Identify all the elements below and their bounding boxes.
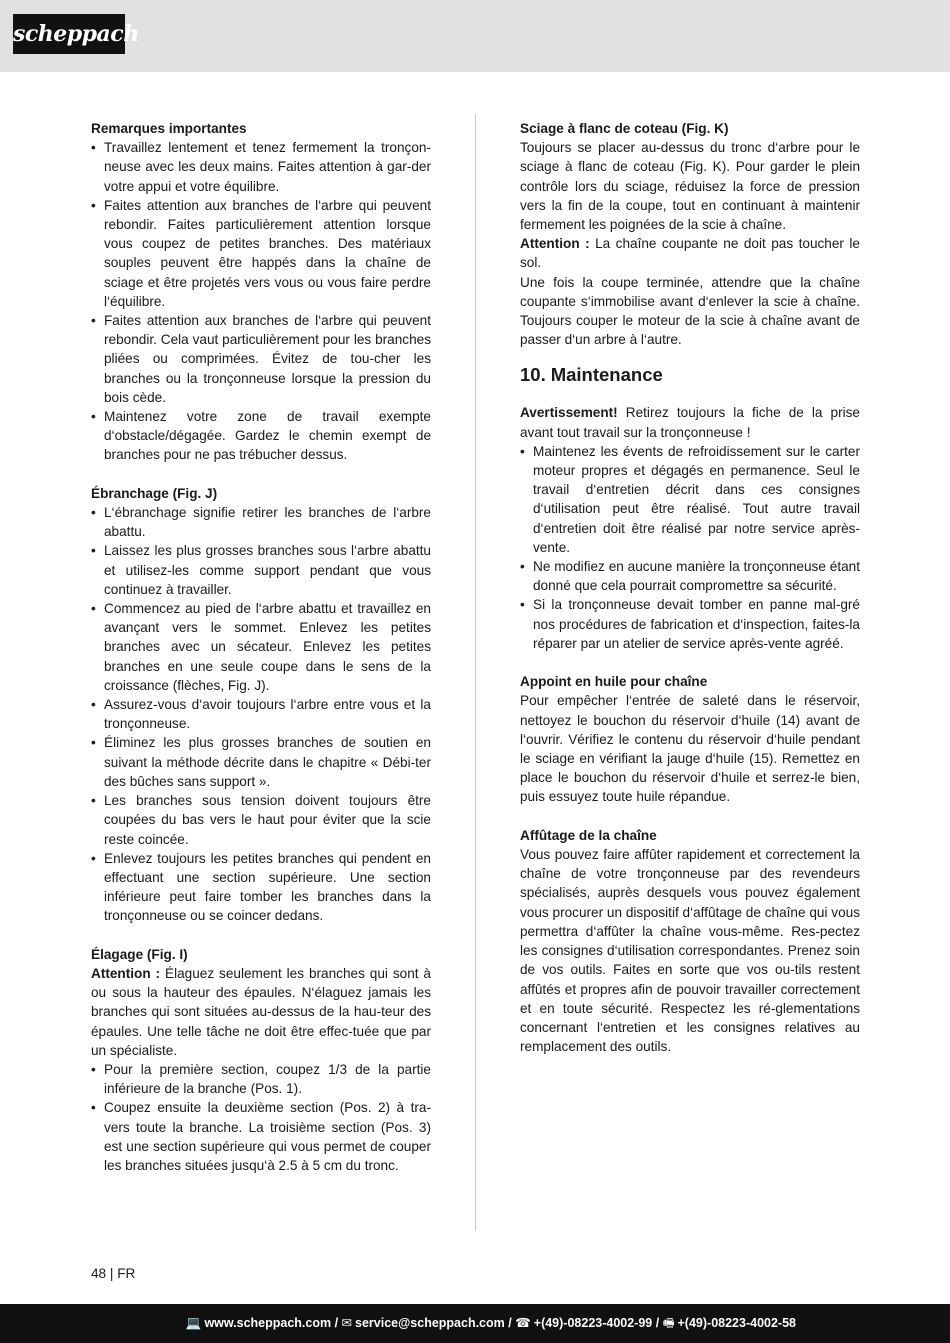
list-item: • Faites attention aux branches de l‘arbre qui peuvent rebondir. Faites particulièrement attention lorsque vous coupez de petites branches. Des matériaux souples peuvent être happés dans la chaîne de sciage et être projetés vers vous ou vous faire perdre l‘équilibre. — [91, 196, 431, 311]
page-number — [91, 1264, 135, 1283]
phone-number: +(49)-08223-4002-99 — [533, 1316, 653, 1330]
section-remarques — [91, 119, 431, 465]
footer-band — [0, 1304, 950, 1343]
section-title: Sciage à flanc de coteau (Fig. K) — [520, 121, 729, 136]
list-item: • Travaillez lentement et tenez fermement la tronçon-neuse avec les deux mains. Faites attention à gar-der votre appui et votre équilibre. — [91, 138, 431, 196]
paragraph: Pour empêcher l‘entrée de saleté dans le réservoir, nettoyez le bouchon du réservoir d‘huile (14) avant de l‘ouvrir. Vérifiez le contenu du réservoir d‘huile pendant le sciage en vérifiant la jauge d‘huile (15). Remettez en place le bouchon du réservoir d‘huile et serrez-le bien, puis essuyez toute huile répandue. — [520, 693, 860, 805]
page-number-separator: | — [109, 1266, 114, 1281]
computer-icon: 💻 — [185, 1316, 202, 1330]
section-title: Appoint en huile pour chaîne — [520, 674, 708, 690]
list-item: • Coupez ensuite la deuxième section (Pos. 2) à tra-vers toute la branche. La troisième section (Pos. 3) est une section supérieure qui vous permet de couper les branches situées jusqu‘à 2.5 à 5 cm du tronc. — [91, 1098, 431, 1175]
list-item: • Commencez au pied de l‘arbre abattu et travaillez en avançant vers le sommet. Enlevez les petites branches avec un sécateur. Enlevez les petites branches en une seule coupe dans le sens de la croissance (flèches, Fig. J). — [91, 599, 431, 695]
attention-paragraph — [520, 234, 860, 272]
email-icon: ✉ — [341, 1316, 352, 1330]
list-item: • Faites attention aux branches de l‘arbre qui peuvent rebondir. Cela vaut particulièrement pour les branches pliées ou comprimées. Évitez de tou-cher les branches ou la tronçonneuse lorsque la pression du bois cède. — [91, 311, 431, 407]
attention-text: La chaîne coupante ne doit pas toucher le sol. — [520, 236, 860, 271]
list-item: • Enlevez toujours les petites branches qui pendent en effectuant une section supérieure. Une section inférieure peut faire tomber les branches dans la tronçonneuse ou se coincer dedans. — [91, 849, 431, 926]
separator: / — [331, 1316, 342, 1330]
section-elagage — [91, 945, 431, 1175]
list-item: • Maintenez les évents de refroidissement sur le carter moteur propres et dégagés en permanence. Seul le travail d‘entretien décrit dans ces consignes d‘utilisation peut être réalisé. Tout autre travail d‘entretien doit être réalisé par notre service après-vente. — [520, 442, 860, 557]
separator: / — [504, 1316, 516, 1330]
bullet-list — [91, 138, 431, 464]
list-item: • Si la tronçonneuse devait tomber en panne mal-gré nos procédures de fabrication et d‘inspection, faites-la réparer par un atelier de service après-vente agréé. — [520, 595, 860, 653]
list-item: • L‘ébranchage signifie retirer les branches de l‘arbre abattu. — [91, 503, 431, 541]
bullet-list — [520, 442, 860, 653]
list-item: • Maintenez votre zone de travail exempte d‘obstacle/dégagée. Gardez le chemin exempt de branches pour ne pas trébucher dessus. — [91, 407, 431, 465]
section-maintenance — [520, 403, 860, 653]
section-title: Remarques importantes — [91, 121, 247, 136]
left-column — [91, 119, 431, 1175]
list-item: • Laissez les plus grosses branches sous l‘arbre abattu et utilisez-les comme support pendant que vous continuez à travailler. — [91, 541, 431, 599]
paragraph: Toujours se placer au-dessus du tronc d‘arbre pour le sciage à flanc de coteau (Fig. K). Pour garder le plein contrôle lors du sciage, réduisez la force de pression vers la fin de la coupe, tout en continuant à maintenir fermement les poignées de la scie à chaîne. — [520, 140, 860, 233]
column-divider — [475, 114, 476, 1231]
paragraph: Une fois la coupe terminée, attendre que la chaîne coupante s‘immobilise avant d‘enlever la scie à chaîne. Toujours couper le moteur de la scie à chaîne avant de passer d‘un arbre à l‘autre. — [520, 274, 860, 348]
list-item: • Assurez-vous d‘avoir toujours l‘arbre entre vous et la tronçonneuse. — [91, 695, 431, 733]
attention-label: Attention : — [91, 965, 161, 981]
list-item: • Éliminez les plus grosses branches de soutien en suivant la méthode décrite dans le chapitre « Débi-ter des bûches sans support ». — [91, 733, 431, 791]
fax-number: +(49)-08223-4002-58 — [677, 1316, 796, 1330]
section-huile — [520, 672, 860, 806]
bullet-list — [91, 503, 431, 925]
website-link[interactable]: www.scheppach.com — [204, 1316, 332, 1330]
contact-line — [186, 1315, 796, 1332]
section-ebranchage — [91, 484, 431, 926]
attention-label: Attention : — [520, 236, 590, 252]
chapter-title: Maintenance — [550, 364, 663, 386]
section-sciage — [520, 119, 860, 349]
attention-text: Élaguez seulement les branches qui sont à ou sous la hauteur des épaules. N‘élaguez jamais les branches qui sont situées au-dessus de la hau-teur des épaules. Une telle tâche ne doit être effec-tuée que par un spécialiste. — [91, 965, 431, 1058]
warning-label: Avertissement! — [520, 405, 618, 421]
paragraph: Vous pouvez faire affûter rapidement et correctement la chaîne de votre tronçonneuse par des revendeurs spécialisés, auprès desquels vous pouvez également vous procurer un dispositif d‘affûtage de chaîne qui vous permettra d‘affûter la chaîne vous-même. Res-pectez les consignes d‘utilisation correspondantes. Prenez soin de vos outils. Faites en sorte que vos ou-tils restent affûtés et propres afin de pouvoir travailler correctement et en toute sécurité. Respectez les ré-glementations concernant l‘entretien et les consignes relatives au remplacement des outils. — [520, 847, 860, 1055]
email-link[interactable]: service@scheppach.com — [355, 1316, 505, 1330]
right-column — [520, 119, 860, 1056]
fax-icon: 🖷 — [662, 1316, 675, 1330]
phone-icon: ☎ — [515, 1316, 531, 1330]
chapter-number: 10. — [520, 364, 546, 386]
bullet-list — [91, 1060, 431, 1175]
section-affutage — [520, 826, 860, 1056]
list-item: • Pour la première section, coupez 1/3 de la partie inférieure de la branche (Pos. 1). — [91, 1060, 431, 1098]
scheppach-logo: scheppach — [13, 14, 125, 54]
warning-paragraph — [520, 403, 860, 441]
page-number-value: 48 — [91, 1266, 107, 1281]
section-title: Élagage (Fig. I) — [91, 946, 188, 962]
section-title: Affûtage de la chaîne — [520, 827, 657, 843]
section-title: Ébranchage (Fig. J) — [91, 485, 218, 501]
warning-text: Retirez toujours la fiche de la prise avant tout travail sur la tronçonneuse ! — [520, 405, 860, 440]
attention-paragraph — [91, 964, 431, 1060]
chapter-heading — [520, 363, 860, 387]
list-item: • Ne modifiez en aucune manière la tronçonneuse étant donné que cela pourrait compromettre sa sécurité. — [520, 557, 860, 595]
language-code: FR — [117, 1266, 136, 1281]
header-band — [0, 0, 950, 72]
separator: / — [652, 1316, 663, 1330]
list-item: • Les branches sous tension doivent toujours être coupées du bas vers le haut pour éviter que la scie reste coincée. — [91, 791, 431, 849]
